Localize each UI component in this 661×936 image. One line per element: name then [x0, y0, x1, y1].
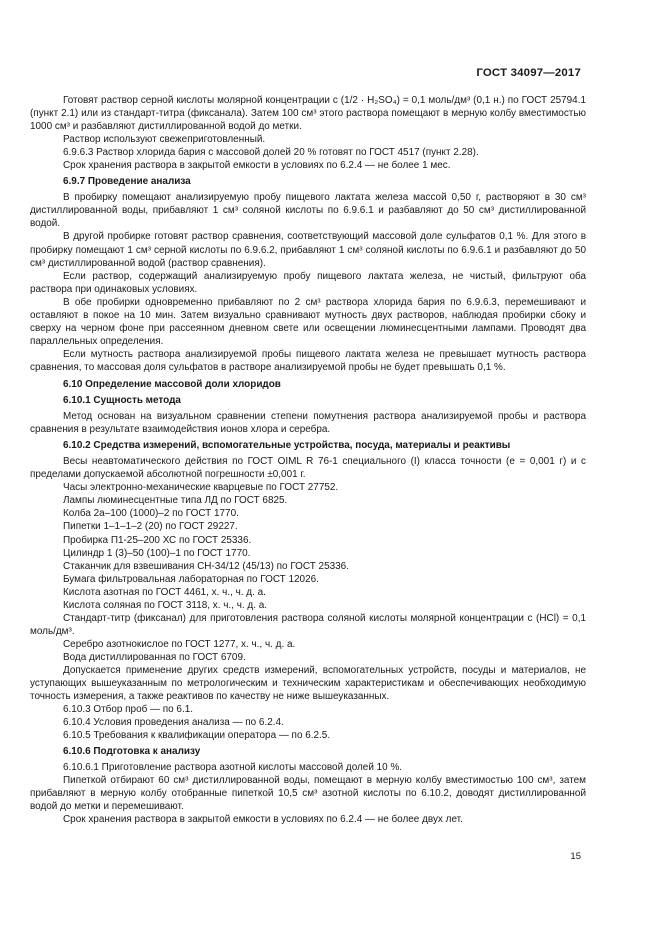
- heading-6-10-1: 6.10.1 Сущность метода: [63, 395, 181, 407]
- document-body: [30, 94, 586, 827]
- list-item-test-tube: Пробирка П1-25–200 ХС по ГОСТ 25336.: [63, 534, 252, 546]
- paragraph-scales: Весы неавтоматического действия по ГОСТ OIML R 76-1 специального (I) класса точности (e = 0,001 г) и с пределами допускаемой абсолютной погрешности ±0,001 г.: [30, 456, 586, 481]
- list-item-cylinder: Цилиндр 1 (3)–50 (100)–1 по ГОСТ 1770.: [63, 547, 251, 559]
- list-item-lamps: Лампы люминесцентные типа ЛД по ГОСТ 6825.: [63, 495, 288, 507]
- list-item-standard-titer: Стандарт-титр (фиксанал) для приготовления раствора соляной кислоты молярной концентрации c (HCl) = 0,1 моль/дм³.: [30, 612, 586, 637]
- page-number: 15: [570, 851, 581, 862]
- heading-6-10-6: 6.10.6 Подготовка к анализу: [63, 746, 201, 758]
- paragraph-sulfuric-acid-prep: Готовят раствор серной кислоты молярной концентрации c (1/2 · H₂SO₄) = 0,1 моль/дм³ (0,1 н.) по ГОСТ 25794.1 (пункт 2.1) или из стандарт-титра (фиксанала). Затем 100 см³ этого раствора помещают в мерную колбу вместимостью 1000 см³ и разбавляют дистиллированной водой до метки.: [30, 95, 586, 133]
- heading-6-10: 6.10 Определение массовой доли хлоридов: [63, 378, 281, 390]
- paragraph-6-10-6-1: 6.10.6.1 Приготовление раствора азотной кислоты массовой долей 10 %.: [63, 762, 403, 774]
- paragraph-storage-two-years: Срок хранения раствора в закрытой емкости в условиях по 6.2.4 — не более двух лет.: [63, 814, 463, 826]
- paragraph-fresh-solution: Раствор используют свежеприготовленный.: [63, 134, 266, 146]
- list-item-pipettes: Пипетки 1–1–1–2 (20) по ГОСТ 29227.: [63, 521, 238, 533]
- list-item-nitric-acid: Кислота азотная по ГОСТ 4461, х. ч., ч. д. а.: [63, 586, 266, 598]
- paragraph-6-10-3: 6.10.3 Отбор проб — по 6.1.: [63, 704, 194, 716]
- heading-6-9-7: 6.9.7 Проведение анализа: [63, 176, 191, 188]
- list-item-clock: Часы электронно-механические кварцевые по ГОСТ 27752.: [63, 482, 339, 494]
- paragraph-6-10-5: 6.10.5 Требования к квалификации оператора — по 6.2.5.: [63, 730, 331, 742]
- paragraph-barium-chloride: В обе пробирки одновременно прибавляют по 2 см³ раствора хлорида бария по 6.9.6.3, перемешивают и оставляют в покое на 10 мин. Затем визуально сравнивают мутность двух растворов, наблюдая пробирки сбоку и сверху на черном фоне при рассеянном дневном свете или освещении люминесцентными лампами. Проводят два параллельных определения.: [30, 296, 586, 347]
- paragraph-method-basis: Метод основан на визуальном сравнении степени помутнения раствора анализируемой пробы и раствора сравнения в результате взаимодействия ионов хлора и серебра.: [30, 411, 586, 436]
- paragraph-storage-1-month: Срок хранения раствора в закрытой емкости в условиях по 6.2.4 — не более 1 мес.: [63, 160, 451, 172]
- heading-6-10-2: 6.10.2 Средства измерений, вспомогательные устройства, посуда, материалы и реактивы: [63, 440, 511, 452]
- list-item-weighing-cup: Стаканчик для взвешивания СН-34/12 (45/13) по ГОСТ 25336.: [63, 560, 349, 572]
- paragraph-turbidity-result: Если мутность раствора анализируемой пробы пищевого лактата железа не превышает мутность раствора сравнения, то массовая доля сульфатов в растворе анализируемой пробы не будет превышать 0,1 %.: [30, 348, 586, 373]
- paragraph-reference-solution: В другой пробирке готовят раствор сравнения, соответствующий массовой доле сульфатов 0,1 %. Для этого в пробирку помещают 1 см³ серной кислоты по 6.9.6.2, прибавляют 1 см³ соляной кислоты по 6.9.6.1 и разбавляют до 50 см³ дистиллированной водой (раствор сравнения).: [30, 231, 586, 269]
- list-item-filter-paper: Бумага фильтровальная лабораторная по ГОСТ 12026.: [63, 573, 319, 585]
- paragraph-6-10-4: 6.10.4 Условия проведения анализа — по 6.2.4.: [63, 717, 284, 729]
- paragraph-nitric-acid-prep: Пипеткой отбирают 60 см³ дистиллированной воды, помещают в мерную колбу вместимостью 100 см³, затем прибавляют в мерную колбу отобранные пипеткой 10,5 см³ азотной кислоты по 6.10.2, доводят дистиллированной водой до метки и перемешивают.: [30, 775, 586, 813]
- list-item-distilled-water: Вода дистиллированная по ГОСТ 6709.: [63, 651, 246, 663]
- paragraph-alternatives-allowed: Допускается применение других средств измерений, вспомогательных устройств, посуды и материалов, не уступающих вышеуказанным по метрологическим и техническим характеристикам и обеспечивающих необходимую точность измерения, а также реактивов по качеству не ниже вышеуказанных.: [30, 664, 586, 703]
- list-item-flask: Колба 2а–100 (1000)–2 по ГОСТ 1770.: [63, 508, 239, 520]
- paragraph-6-9-6-3: 6.9.6.3 Раствор хлорида бария с массовой долей 20 % готовят по ГОСТ 4517 (пункт 2.28).: [63, 147, 479, 159]
- standard-header: ГОСТ 34097—2017: [476, 67, 581, 79]
- paragraph-filter: Если раствор, содержащий анализируемую пробу пищевого лактата железа, не чистый, фильтруют оба раствора при одинаковых условиях.: [30, 270, 586, 295]
- list-item-silver-nitrate: Серебро азотнокислое по ГОСТ 1277, х. ч., ч. д. а.: [63, 638, 296, 650]
- list-item-hydrochloric-acid: Кислота соляная по ГОСТ 3118, х. ч., ч. д. а.: [63, 599, 268, 611]
- paragraph-sample-tube: В пробирку помещают анализируемую пробу пищевого лактата железа массой 0,50 г, растворяют в 30 см³ дистиллированной воды, прибавляют 1 см³ соляной кислоты по 6.9.6.1 и разбавляют до 50 см³ дистиллированной водой.: [30, 192, 586, 230]
